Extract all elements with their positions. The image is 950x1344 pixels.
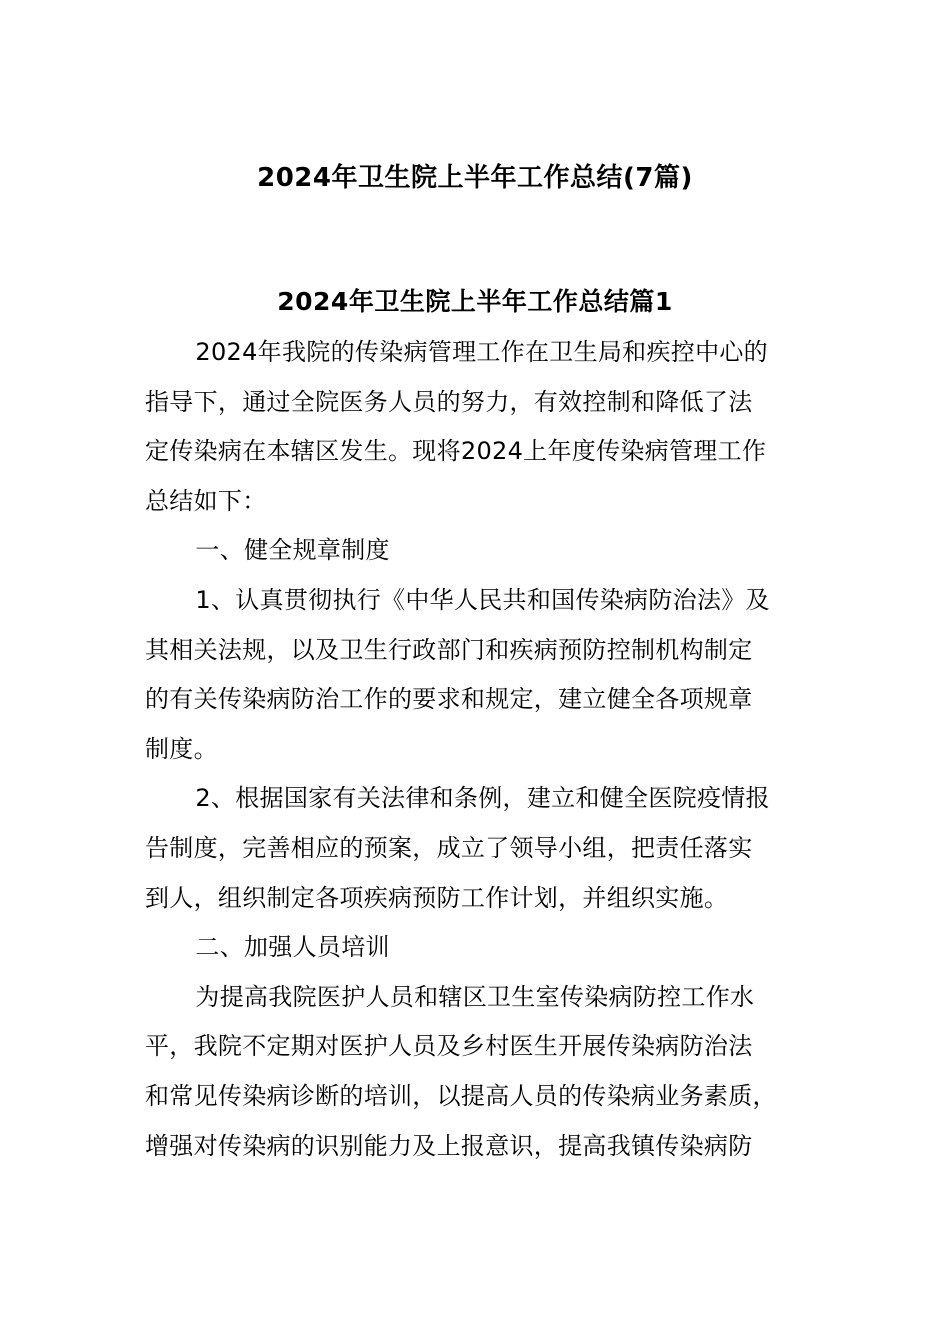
paragraph-line: 指导下，通过全院医务人员的努力，有效控制和降低了法: [145, 387, 753, 416]
paragraph-line: 其相关法规，以及卫生行政部门和疾病预防控制机构制定: [145, 635, 753, 664]
paragraph-line: 为提高我院医护人员和辖区卫生室传染病防控工作水: [195, 982, 755, 1011]
section-title: 2024年卫生院上半年工作总结篇1: [277, 287, 673, 316]
paragraph: [145, 328, 820, 526]
paragraph-line: 1、认真贯彻执行《中华人民共和国传染病防治法》及: [195, 585, 770, 614]
paragraph-line: 2、根据国家有关法律和条例，建立和健全医院疫情报: [195, 784, 770, 813]
paragraph-line: 制度。: [145, 734, 218, 763]
paragraph-line: 定传染病在本辖区发生。现将2024上年度传染病管理工作: [145, 437, 767, 466]
heading-text: 一、健全规章制度: [195, 536, 390, 565]
paragraph-line: 总结如下：: [145, 486, 267, 515]
paragraph-line: 到人，组织制定各项疾病预防工作计划，并组织实施。: [145, 883, 729, 912]
document-title: 2024年卫生院上半年工作总结(7篇): [257, 163, 693, 193]
paragraph: [145, 774, 820, 923]
paragraph-line: 平，我院不定期对医护人员及乡村医生开展传染病防治法: [145, 1032, 753, 1061]
heading-text: 二、加强人员培训: [195, 933, 390, 962]
paragraph: [145, 973, 820, 1171]
paragraph-line: 告制度，完善相应的预案，成立了领导小组，把责任落实: [145, 833, 753, 862]
paragraph-line: 增强对传染病的识别能力及上报意识，提高我镇传染病防: [145, 1131, 753, 1160]
paragraph: [145, 576, 820, 774]
section-heading: [145, 526, 820, 576]
paragraph-line: 的有关传染病防治工作的要求和规定，建立健全各项规章: [145, 685, 753, 714]
paragraph-line: 和常见传染病诊断的培训，以提高人员的传染病业务素质，: [145, 1081, 777, 1110]
section-heading: [145, 923, 820, 973]
paragraph-line: 2024年我院的传染病管理工作在卫生局和疾控中心的: [195, 338, 768, 366]
document-body: [145, 328, 820, 1171]
